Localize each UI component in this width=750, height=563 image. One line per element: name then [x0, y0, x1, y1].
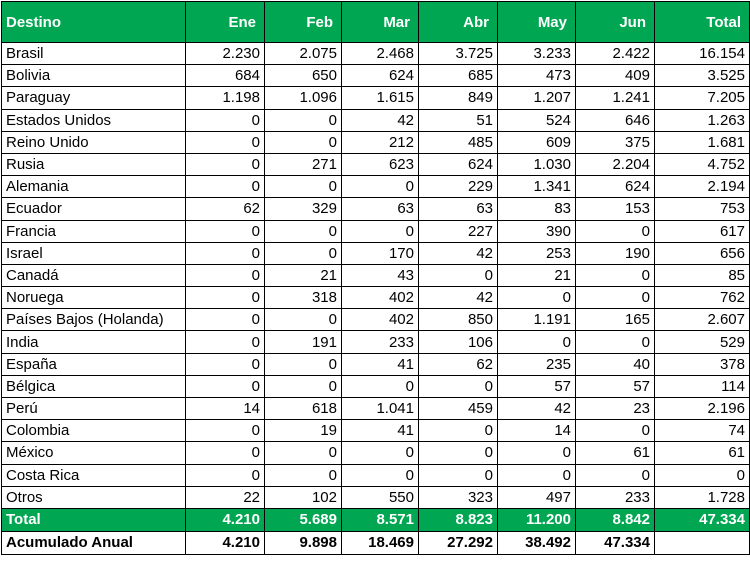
cell-value: 23: [576, 398, 655, 420]
cell-value: 212: [342, 131, 419, 153]
cell-destino: Otros: [2, 486, 186, 508]
cell-total: 0: [655, 464, 750, 486]
cell-value: 1.198: [186, 87, 265, 109]
cell-value: 106: [419, 331, 498, 353]
header-jun: Jun: [576, 2, 655, 43]
total-label: Total: [2, 508, 186, 531]
total-value: 8.823: [419, 508, 498, 531]
cell-value: 0: [576, 220, 655, 242]
cell-value: 2.422: [576, 43, 655, 65]
total-value: 8.842: [576, 508, 655, 531]
cell-value: 0: [342, 220, 419, 242]
cell-value: 0: [576, 464, 655, 486]
cell-value: 1.241: [576, 87, 655, 109]
cell-value: 409: [576, 65, 655, 87]
table-row: [2, 87, 750, 109]
cell-value: 0: [186, 176, 265, 198]
cell-value: 83: [498, 198, 576, 220]
cell-value: 0: [498, 331, 576, 353]
cell-value: 0: [186, 220, 265, 242]
cell-value: 233: [576, 486, 655, 508]
total-value: 11.200: [498, 508, 576, 531]
acumulado-value: 18.469: [342, 531, 419, 554]
cell-value: 229: [419, 176, 498, 198]
header-row: [2, 2, 750, 43]
cell-value: 390: [498, 220, 576, 242]
cell-value: 153: [576, 198, 655, 220]
cell-value: 14: [498, 420, 576, 442]
cell-value: 57: [498, 375, 576, 397]
header-ene: Ene: [186, 2, 265, 43]
table-row: [2, 109, 750, 131]
cell-total: 529: [655, 331, 750, 353]
acumulado-empty: [655, 531, 750, 554]
cell-value: 0: [342, 176, 419, 198]
cell-destino: Perú: [2, 398, 186, 420]
cell-value: 170: [342, 242, 419, 264]
cell-total: 2.194: [655, 176, 750, 198]
cell-destino: Costa Rica: [2, 464, 186, 486]
cell-destino: Canadá: [2, 264, 186, 286]
cell-value: 22: [186, 486, 265, 508]
cell-destino: Paraguay: [2, 87, 186, 109]
cell-value: 0: [186, 242, 265, 264]
cell-value: 646: [576, 109, 655, 131]
cell-destino: Ecuador: [2, 198, 186, 220]
cell-value: 61: [576, 442, 655, 464]
cell-value: 0: [186, 309, 265, 331]
cell-value: 0: [419, 375, 498, 397]
cell-value: 0: [342, 375, 419, 397]
exports-table: [1, 1, 750, 555]
total-row: [2, 508, 750, 531]
cell-total: 74: [655, 420, 750, 442]
cell-value: 0: [186, 287, 265, 309]
table-row: [2, 309, 750, 331]
cell-value: 609: [498, 131, 576, 153]
cell-destino: Noruega: [2, 287, 186, 309]
cell-value: 497: [498, 486, 576, 508]
cell-value: 624: [342, 65, 419, 87]
cell-value: 0: [342, 464, 419, 486]
cell-total: 2.607: [655, 309, 750, 331]
cell-destino: Bélgica: [2, 375, 186, 397]
cell-value: 0: [265, 242, 342, 264]
cell-total: 1.728: [655, 486, 750, 508]
cell-destino: Países Bajos (Holanda): [2, 309, 186, 331]
acumulado-value: 27.292: [419, 531, 498, 554]
cell-value: 375: [576, 131, 655, 153]
cell-value: 0: [186, 420, 265, 442]
cell-value: 0: [419, 420, 498, 442]
cell-value: 3.233: [498, 43, 576, 65]
cell-value: 0: [265, 442, 342, 464]
cell-value: 2.468: [342, 43, 419, 65]
cell-value: 0: [265, 309, 342, 331]
cell-value: 0: [265, 176, 342, 198]
cell-value: 524: [498, 109, 576, 131]
cell-value: 102: [265, 486, 342, 508]
cell-value: 1.341: [498, 176, 576, 198]
cell-destino: Bolivia: [2, 65, 186, 87]
cell-value: 14: [186, 398, 265, 420]
table-row: [2, 420, 750, 442]
cell-value: 0: [576, 331, 655, 353]
cell-value: 0: [419, 464, 498, 486]
cell-value: 0: [186, 131, 265, 153]
cell-value: 190: [576, 242, 655, 264]
acumulado-value: 47.334: [576, 531, 655, 554]
table-row: [2, 486, 750, 508]
cell-value: 0: [265, 353, 342, 375]
cell-destino: Rusia: [2, 153, 186, 175]
cell-total: 762: [655, 287, 750, 309]
cell-total: 1.263: [655, 109, 750, 131]
cell-total: 2.196: [655, 398, 750, 420]
table-row: [2, 176, 750, 198]
cell-value: 41: [342, 420, 419, 442]
cell-value: 323: [419, 486, 498, 508]
cell-value: 0: [576, 264, 655, 286]
cell-value: 0: [265, 131, 342, 153]
cell-value: 1.191: [498, 309, 576, 331]
cell-value: 63: [342, 198, 419, 220]
header-feb: Feb: [265, 2, 342, 43]
cell-value: 1.207: [498, 87, 576, 109]
cell-total: 656: [655, 242, 750, 264]
cell-value: 271: [265, 153, 342, 175]
cell-value: 1.615: [342, 87, 419, 109]
cell-value: 21: [498, 264, 576, 286]
acumulado-value: 38.492: [498, 531, 576, 554]
cell-value: 329: [265, 198, 342, 220]
table-row: [2, 264, 750, 286]
cell-destino: Francia: [2, 220, 186, 242]
cell-value: 0: [186, 464, 265, 486]
cell-value: 0: [576, 420, 655, 442]
cell-value: 40: [576, 353, 655, 375]
cell-value: 473: [498, 65, 576, 87]
cell-value: 165: [576, 309, 655, 331]
cell-total: 4.752: [655, 153, 750, 175]
cell-value: 624: [576, 176, 655, 198]
cell-destino: India: [2, 331, 186, 353]
cell-value: 0: [342, 442, 419, 464]
table-row: [2, 442, 750, 464]
cell-value: 43: [342, 264, 419, 286]
cell-total: 753: [655, 198, 750, 220]
cell-total: 16.154: [655, 43, 750, 65]
cell-value: 0: [265, 464, 342, 486]
cell-value: 0: [576, 287, 655, 309]
total-value: 4.210: [186, 508, 265, 531]
cell-value: 485: [419, 131, 498, 153]
cell-value: 618: [265, 398, 342, 420]
table-row: [2, 65, 750, 87]
cell-destino: Estados Unidos: [2, 109, 186, 131]
cell-total: 114: [655, 375, 750, 397]
cell-value: 227: [419, 220, 498, 242]
cell-value: 21: [265, 264, 342, 286]
cell-value: 51: [419, 109, 498, 131]
cell-destino: España: [2, 353, 186, 375]
cell-value: 0: [186, 375, 265, 397]
header-total: Total: [655, 2, 750, 43]
table-row: [2, 464, 750, 486]
cell-value: 253: [498, 242, 576, 264]
table-row: [2, 43, 750, 65]
cell-value: 0: [265, 375, 342, 397]
acumulado-row: [2, 531, 750, 554]
cell-value: 459: [419, 398, 498, 420]
cell-value: 685: [419, 65, 498, 87]
cell-value: 42: [419, 242, 498, 264]
grand-total: 47.334: [655, 508, 750, 531]
cell-value: 1.096: [265, 87, 342, 109]
acumulado-label: Acumulado Anual: [2, 531, 186, 554]
cell-value: 0: [186, 264, 265, 286]
cell-value: 402: [342, 287, 419, 309]
cell-value: 402: [342, 309, 419, 331]
cell-value: 650: [265, 65, 342, 87]
table-row: [2, 331, 750, 353]
cell-value: 3.725: [419, 43, 498, 65]
header-destino: Destino: [2, 2, 186, 43]
cell-value: 57: [576, 375, 655, 397]
cell-value: 42: [419, 287, 498, 309]
cell-total: 378: [655, 353, 750, 375]
cell-value: 62: [419, 353, 498, 375]
cell-value: 19: [265, 420, 342, 442]
cell-value: 1.030: [498, 153, 576, 175]
header-abr: Abr: [419, 2, 498, 43]
cell-value: 63: [419, 198, 498, 220]
cell-value: 235: [498, 353, 576, 375]
cell-value: 0: [498, 464, 576, 486]
header-may: May: [498, 2, 576, 43]
cell-value: 0: [186, 153, 265, 175]
total-value: 5.689: [265, 508, 342, 531]
header-mar: Mar: [342, 2, 419, 43]
cell-value: 318: [265, 287, 342, 309]
cell-destino: Brasil: [2, 43, 186, 65]
cell-destino: Alemania: [2, 176, 186, 198]
cell-value: 0: [186, 331, 265, 353]
table-row: [2, 287, 750, 309]
cell-value: 0: [186, 109, 265, 131]
cell-total: 7.205: [655, 87, 750, 109]
acumulado-value: 4.210: [186, 531, 265, 554]
cell-destino: Israel: [2, 242, 186, 264]
cell-value: 41: [342, 353, 419, 375]
cell-value: 42: [342, 109, 419, 131]
table-row: [2, 353, 750, 375]
cell-total: 61: [655, 442, 750, 464]
table-row: [2, 220, 750, 242]
cell-value: 624: [419, 153, 498, 175]
cell-value: 1.041: [342, 398, 419, 420]
table-row: [2, 198, 750, 220]
cell-destino: Colombia: [2, 420, 186, 442]
cell-value: 0: [419, 442, 498, 464]
cell-value: 623: [342, 153, 419, 175]
cell-value: 2.230: [186, 43, 265, 65]
table-row: [2, 131, 750, 153]
cell-value: 849: [419, 87, 498, 109]
cell-value: 233: [342, 331, 419, 353]
cell-value: 191: [265, 331, 342, 353]
cell-total: 85: [655, 264, 750, 286]
table-row: [2, 375, 750, 397]
cell-value: 0: [419, 264, 498, 286]
cell-value: 684: [186, 65, 265, 87]
table-row: [2, 242, 750, 264]
cell-value: 2.075: [265, 43, 342, 65]
cell-value: 2.204: [576, 153, 655, 175]
cell-destino: México: [2, 442, 186, 464]
total-value: 8.571: [342, 508, 419, 531]
cell-total: 3.525: [655, 65, 750, 87]
cell-value: 850: [419, 309, 498, 331]
cell-value: 42: [498, 398, 576, 420]
cell-total: 617: [655, 220, 750, 242]
cell-value: 550: [342, 486, 419, 508]
cell-value: 0: [498, 442, 576, 464]
cell-value: 0: [186, 442, 265, 464]
table-row: [2, 153, 750, 175]
table-row: [2, 398, 750, 420]
cell-total: 1.681: [655, 131, 750, 153]
acumulado-value: 9.898: [265, 531, 342, 554]
cell-value: 0: [265, 220, 342, 242]
cell-value: 62: [186, 198, 265, 220]
cell-value: 0: [265, 109, 342, 131]
cell-value: 0: [498, 287, 576, 309]
cell-value: 0: [186, 353, 265, 375]
cell-destino: Reino Unido: [2, 131, 186, 153]
